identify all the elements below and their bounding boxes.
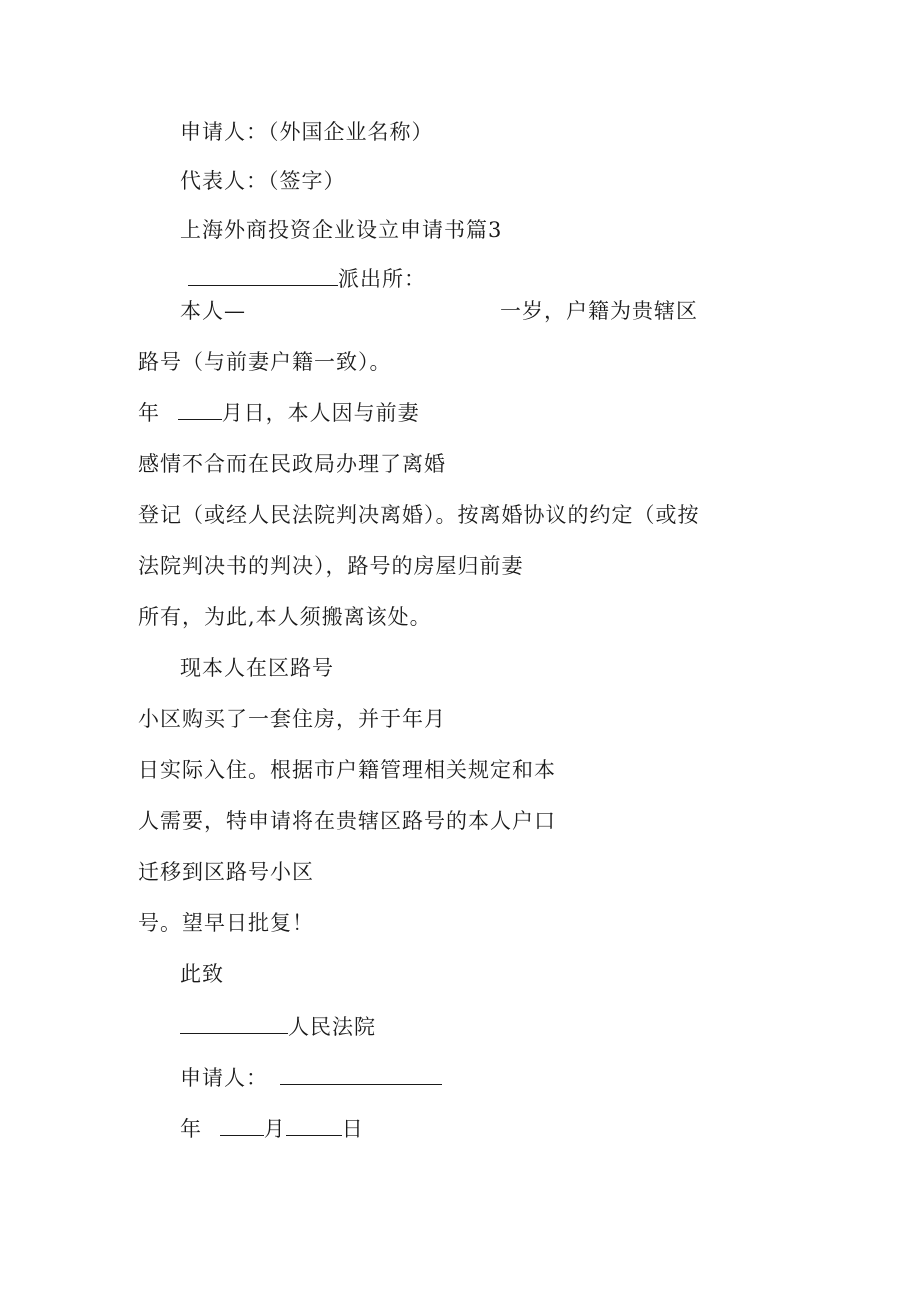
ownership-line: 所有，为此,本人须搬离该处。 — [138, 605, 432, 629]
date-month-label: 月 — [263, 1117, 286, 1141]
date-day-blank — [286, 1115, 342, 1136]
year-label: 年 — [138, 401, 160, 425]
applicant-foreign-line: 申请人：（外国企业名称） — [180, 120, 434, 144]
applicant-sign-line — [180, 1064, 442, 1092]
police-station-label: 派出所： — [338, 267, 426, 291]
date-day-label: 日 — [341, 1117, 364, 1141]
purchase-line: 小区购买了一套住房，并于年月 — [138, 707, 446, 731]
self-intro-start: 本人— — [180, 299, 246, 323]
police-station-line — [188, 265, 426, 293]
court-ruling-line: 法院判决书的判决），路号的房屋归前妻 — [138, 554, 524, 578]
road-same-line: 路号（与前妻户籍一致）。 — [138, 350, 392, 374]
move-in-line: 日实际入住。根据市户籍管理相关规定和本 — [138, 758, 556, 782]
self-intro-end: 一岁，户籍为贵辖区 — [500, 299, 698, 323]
applicant-sign-label: 申请人： — [180, 1066, 268, 1090]
emotion-line: 感情不合而在民政局办理了离婚 — [138, 452, 446, 476]
month-blank — [178, 399, 222, 420]
month-day-text: 月日，本人因与前妻 — [221, 401, 420, 425]
relocate-line: 迁移到区路号小区 — [138, 860, 314, 884]
need-line: 人需要，特申请将在贵辖区路号的本人户口 — [138, 809, 556, 833]
applicant-sign-blank — [280, 1064, 442, 1085]
court-label: 人民法院 — [288, 1015, 376, 1039]
date-line — [180, 1115, 364, 1143]
representative-line: 代表人：（签字） — [180, 169, 346, 193]
registration-line: 登记（或经人民法院判决离婚）。按离婚协议的约定（或按 — [138, 503, 700, 527]
now-self-line: 现本人在区路号 — [180, 656, 334, 680]
police-station-blank — [188, 265, 338, 286]
section-heading: 上海外商投资企业设立申请书篇3 — [180, 218, 503, 242]
court-blank — [180, 1013, 288, 1034]
reply-line: 号。望早日批复！ — [138, 911, 314, 935]
date-year-label: 年 — [180, 1117, 202, 1141]
salutation-line: 此致 — [180, 962, 224, 986]
year-month-line — [138, 399, 420, 427]
date-month-blank — [220, 1115, 264, 1136]
court-line — [180, 1013, 376, 1041]
